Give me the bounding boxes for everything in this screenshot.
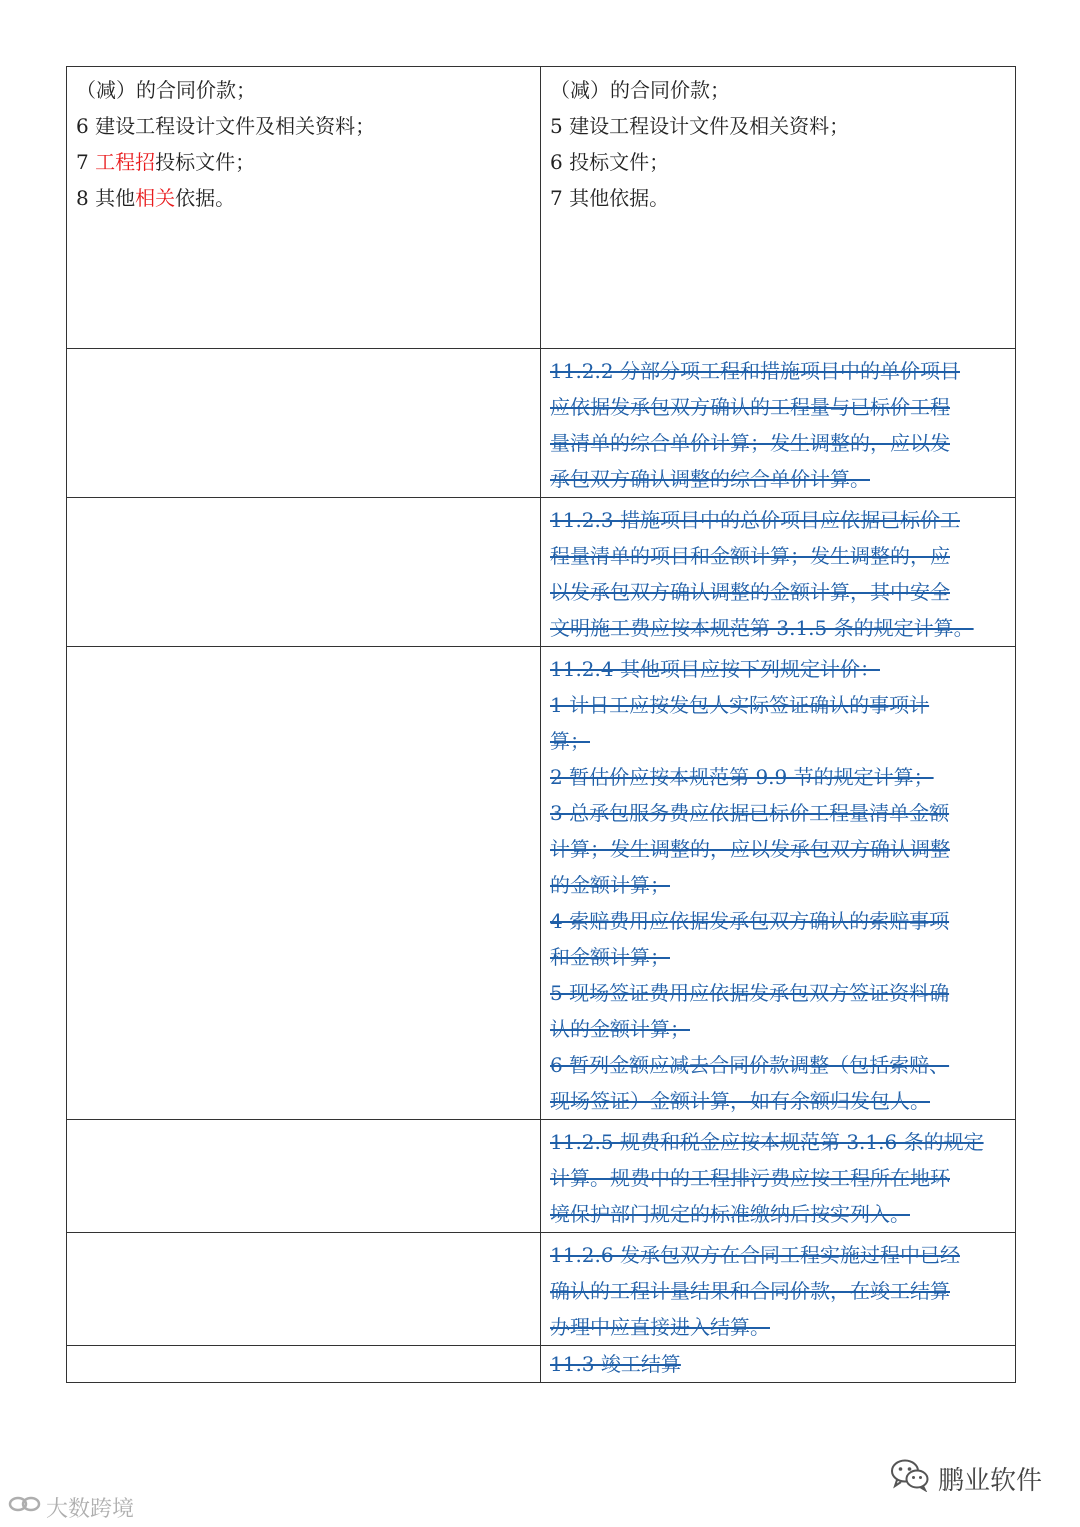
right-line: （减）的合同价款； (550, 78, 730, 102)
deleted-line: 3 总承包服务费应依据已标价工程量清单金额 (550, 801, 950, 825)
deleted-line: 量清单的综合单价计算；发生调整的，应以发 (550, 431, 950, 455)
left-line: 7 工程招投标文件； (76, 150, 256, 174)
deleted-line: 11.2.5 规费和税金应按本规范第 3.1.6 条的规定 (550, 1130, 984, 1154)
deleted-line: 承包双方确认调整的综合单价计算。 (550, 467, 870, 491)
deleted-line: 办理中应直接进入结算。 (550, 1315, 770, 1339)
right-line: 6 投标文件； (550, 150, 670, 174)
chain-link-icon (8, 1493, 42, 1521)
deleted-text-cell (541, 349, 1016, 498)
deleted-line: 确认的工程计量结果和合同价款，在竣工结算 (550, 1279, 950, 1303)
left-cell (67, 349, 541, 498)
left-line: 6 建设工程设计文件及相关资料； (76, 114, 376, 138)
deleted-line: 11.3 竣工结算 (550, 1352, 681, 1376)
deleted-line: 现场签证）金额计算，如有余额归发包人。 (550, 1089, 930, 1113)
left-line: （减）的合同价款； (76, 78, 256, 102)
right-line: 5 建设工程设计文件及相关资料； (550, 114, 850, 138)
left-cell (67, 1346, 541, 1383)
left-cell (67, 1233, 541, 1346)
right-cell (541, 67, 1016, 349)
deleted-line: 计算。规费中的工程排污费应按工程所在地环 (550, 1166, 950, 1190)
deleted-text-cell (541, 647, 1016, 1120)
red-highlight-text: 工程招 (95, 150, 156, 174)
left-cell (67, 1120, 541, 1233)
deleted-line: 11.2.6 发承包双方在合同工程实施过程中已经 (550, 1243, 960, 1267)
deleted-line: 算； (550, 729, 590, 753)
deleted-line: 4 索赔费用应依据发承包双方确认的索赔事项 (550, 909, 950, 933)
table-row (67, 1120, 1016, 1233)
table-row (67, 1233, 1016, 1346)
deleted-line: 1 计日工应按发包人实际签证确认的事项计 (550, 693, 930, 717)
deleted-line: 6 暂列金额应减去合同价款调整（包括索赔、 (550, 1053, 950, 1077)
table-row (67, 498, 1016, 647)
comparison-table (66, 66, 1016, 1383)
brand-name: 鹏业软件 (938, 1465, 1043, 1496)
table-row (67, 1346, 1016, 1383)
deleted-line: 5 现场签证费用应依据发承包双方签证资料确 (550, 981, 950, 1005)
deleted-line: 11.2.2 分部分项工程和措施项目中的单价项目 (550, 359, 960, 383)
deleted-line: 计算；发生调整的，应以发承包双方确认调整 (550, 837, 950, 861)
table-row (67, 349, 1016, 498)
wechat-icon (890, 1458, 930, 1499)
deleted-line: 以发承包双方确认调整的金额计算，其中安全 (550, 580, 950, 604)
left-cell (67, 647, 541, 1120)
deleted-line: 应依据发承包双方确认的工程量与已标价工程 (550, 395, 950, 419)
deleted-text-cell (541, 1346, 1016, 1383)
deleted-line: 认的金额计算； (550, 1017, 690, 1041)
deleted-line: 文明施工费应按本规范第 3.1.5 条的规定计算。 (550, 616, 974, 640)
left-cell (67, 67, 541, 349)
red-highlight-text: 相关 (135, 186, 176, 210)
deleted-text-cell (541, 1120, 1016, 1233)
deleted-text-cell (541, 498, 1016, 647)
deleted-line: 和金额计算； (550, 945, 670, 969)
left-line: 8 其他相关依据。 (76, 186, 236, 210)
watermark (8, 1492, 134, 1522)
deleted-line: 的金额计算； (550, 873, 670, 897)
watermark-text: 大数跨境 (46, 1496, 135, 1522)
right-line: 7 其他依据。 (550, 186, 670, 210)
deleted-line: 境保护部门规定的标准缴纳后按实列入。 (550, 1202, 910, 1226)
deleted-line: 2 暂估价应按本规范第 9.9 节的规定计算； (550, 765, 934, 789)
brand-logo (890, 1458, 1042, 1498)
deleted-line: 11.2.3 措施项目中的总价项目应依据已标价工 (550, 508, 960, 532)
deleted-line: 程量清单的项目和金额计算；发生调整的，应 (550, 544, 950, 568)
left-cell (67, 498, 541, 647)
table-row (67, 67, 1016, 349)
deleted-text-cell (541, 1233, 1016, 1346)
table-row (67, 647, 1016, 1120)
deleted-line: 11.2.4 其他项目应按下列规定计价： (550, 657, 880, 681)
